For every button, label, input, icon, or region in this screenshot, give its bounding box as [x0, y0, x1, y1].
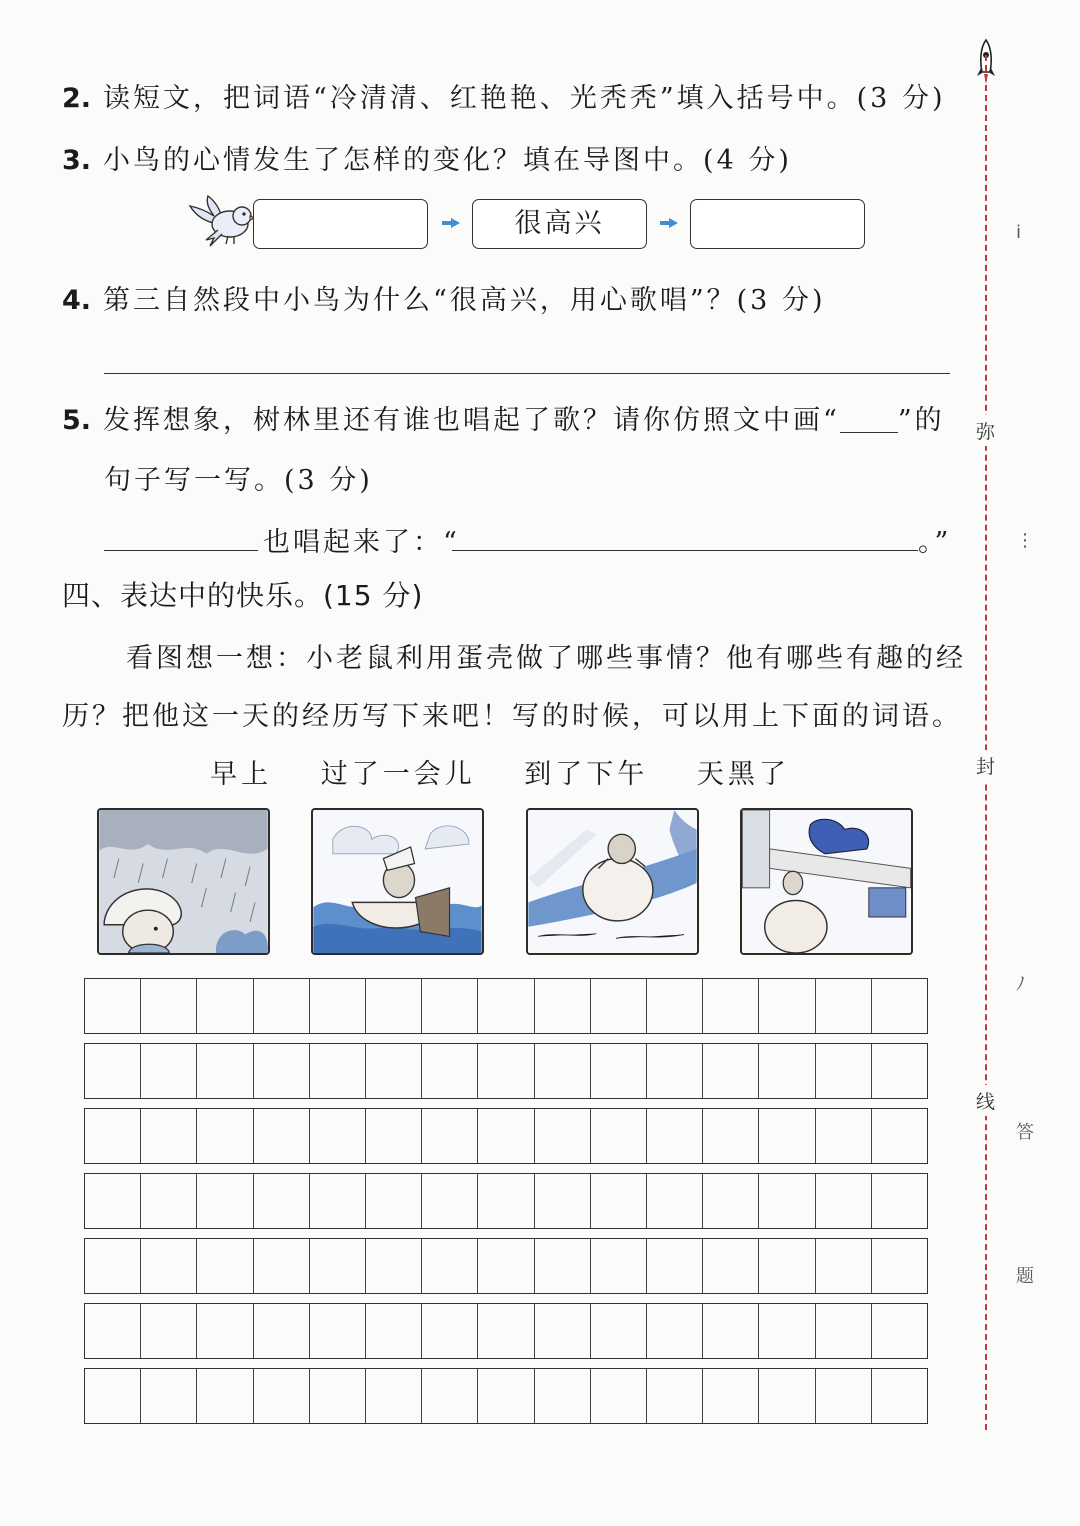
grid-row[interactable] — [84, 1108, 928, 1164]
section-paragraph-line2: 历？把他这一天的经历写下来吧！写的时候，可以用上下面的词语。 — [62, 701, 962, 732]
picture-boat-sea — [311, 808, 484, 955]
question-5-line2: 句子写一写。(3 分) — [104, 465, 373, 496]
word-bank-item: 到了下午 — [524, 759, 649, 790]
grid-row[interactable] — [84, 1238, 928, 1294]
grid-row[interactable] — [84, 1303, 928, 1359]
underline-sample — [840, 410, 898, 433]
binding-label: 线 — [976, 1085, 995, 1116]
word-bank-item: 天黑了 — [696, 759, 790, 790]
binding-line — [985, 55, 987, 1430]
question-3 — [62, 138, 792, 177]
section-title: 四、表达中的快乐。(15 分) — [62, 579, 424, 612]
answer-line-who[interactable] — [104, 550, 258, 551]
grid-row[interactable] — [84, 1043, 928, 1099]
grid-row[interactable] — [84, 1173, 928, 1229]
question-number: 2. — [62, 83, 92, 114]
bird-icon — [188, 194, 256, 250]
mood-box-2: 很高兴 — [472, 199, 647, 249]
arrow-right-icon — [442, 218, 460, 228]
mood-box-1[interactable] — [253, 199, 428, 249]
word-bank — [0, 752, 1000, 791]
edge-char: ﾉ — [1016, 974, 1025, 995]
binding-label: 封 — [976, 750, 995, 781]
q5-fill-mid: 也唱起来了：“ — [263, 527, 460, 558]
edge-char: 题 — [1016, 1266, 1034, 1287]
picture-room-night — [740, 808, 913, 955]
question-text: 第三自然段中小鸟为什么“很高兴，用心歌唱”？(3 分) — [103, 285, 826, 316]
question-5 — [62, 398, 945, 437]
question-number: 5. — [62, 405, 92, 436]
word-bank-item: 早上 — [210, 759, 273, 790]
mood-box-3[interactable] — [690, 199, 865, 249]
answer-line-q4[interactable] — [104, 373, 950, 374]
grid-row[interactable] — [84, 978, 928, 1034]
edge-char: ⋮ — [1016, 530, 1034, 551]
arrow-right-icon — [660, 218, 678, 228]
grid-row[interactable] — [84, 1368, 928, 1424]
question-number: 3. — [62, 145, 92, 176]
picture-egg-slide — [526, 808, 699, 955]
edge-char: i — [1016, 222, 1022, 243]
binding-label: 弥 — [976, 415, 995, 446]
question-4 — [62, 278, 825, 317]
question-text-end: ”的 — [897, 405, 945, 436]
question-text: 发挥想象，树林里还有谁也唱起了歌？请你仿照文中画“ — [103, 405, 840, 436]
question-text: 读短文，把词语“冷清清、红艳艳、光秃秃”填入括号中。(3 分) — [103, 83, 946, 114]
question-number: 4. — [62, 285, 92, 316]
word-bank-item: 过了一会儿 — [320, 759, 476, 790]
writing-grid[interactable] — [84, 978, 928, 1433]
picture-rain-umbrella — [97, 808, 270, 955]
section-paragraph-line1: 看图想一想：小老鼠利用蛋壳做了哪些事情？他有哪些有趣的经 — [126, 643, 966, 674]
question-text: 小鸟的心情发生了怎样的变化？填在导图中。(4 分) — [103, 145, 792, 176]
answer-line-song[interactable] — [452, 550, 918, 551]
question-2 — [62, 76, 945, 115]
edge-char: 答 — [1016, 1122, 1034, 1143]
q5-fill-end: 。” — [918, 527, 952, 558]
